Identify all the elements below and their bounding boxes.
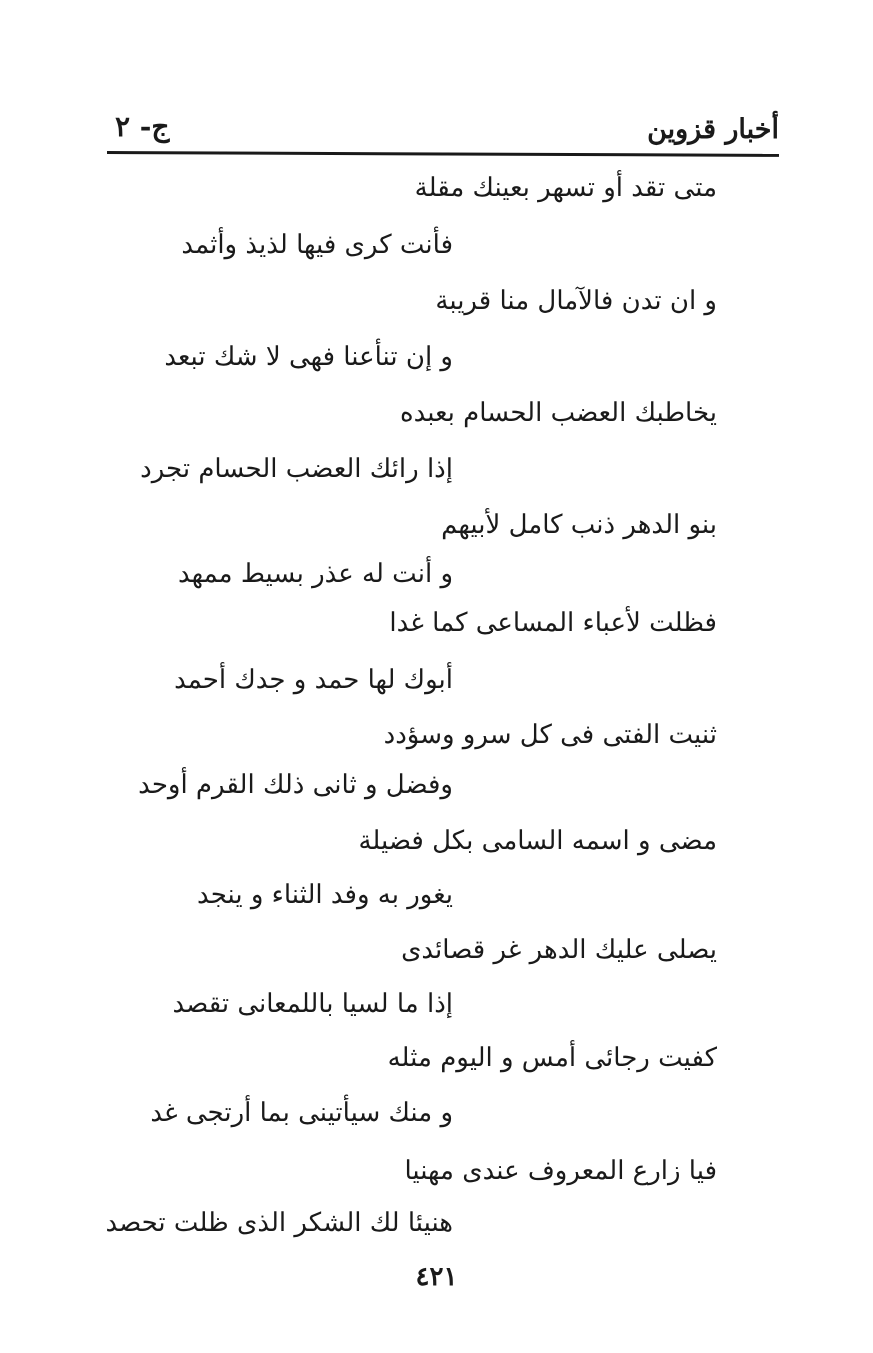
verse-3-second-hemistich: إذا رائك العضب الحسام تجرد [140, 454, 453, 484]
book-title: أخبار قزوين [647, 114, 779, 145]
verse-10-first-hemistich: فيا زارع المعروف عندى مهنيا [404, 1156, 717, 1186]
volume-number: ج- ٢ [115, 110, 170, 143]
verse-2-second-hemistich: و إن تنأعنا فهى لا شك تبعد [164, 342, 453, 372]
verse-7-first-hemistich: مضى و اسمه السامى بكل فضيلة [358, 826, 717, 856]
verse-5-first-hemistich: فظلت لأعباء المساعى كما غدا [389, 608, 717, 638]
verse-8-second-hemistich: إذا ما لسيا باللمعانى تقصد [172, 989, 453, 1019]
verse-5-second-hemistich: أبوك لها حمد و جدك أحمد [174, 665, 453, 695]
verse-7-second-hemistich: يغور به وفد الثناء و ينجد [197, 880, 453, 910]
verse-6-first-hemistich: ثنيت الفتى فى كل سرو وسؤدد [383, 720, 717, 750]
verse-1-second-hemistich: فأنت كرى فيها لذيذ وأثمد [181, 230, 453, 260]
verse-2-first-hemistich: و ان تدن فالآمال منا قريبة [435, 286, 717, 316]
verse-9-second-hemistich: و منك سيأتينى بما أرتجى غد [150, 1098, 453, 1128]
verse-4-second-hemistich: و أنت له عذر بسيط ممهد [178, 559, 453, 589]
verse-8-first-hemistich: يصلى عليك الدهر غر قصائدى [401, 935, 717, 965]
verse-1-first-hemistich: متى تقد أو تسهر بعينك مقلة [414, 173, 717, 203]
verse-3-first-hemistich: يخاطبك العضب الحسام بعبده [400, 398, 717, 428]
verse-9-first-hemistich: كفيت رجائى أمس و اليوم مثله [387, 1043, 717, 1073]
verse-10-second-hemistich: هنيئا لك الشكر الذى ظلت تحصد [105, 1208, 453, 1238]
verse-4-first-hemistich: بنو الدهر ذنب كامل لأبيهم [441, 510, 717, 540]
verse-6-second-hemistich: وفضل و ثانى ذلك القرم أوحد [138, 770, 453, 800]
page-number: ٤٢١ [415, 1262, 458, 1292]
